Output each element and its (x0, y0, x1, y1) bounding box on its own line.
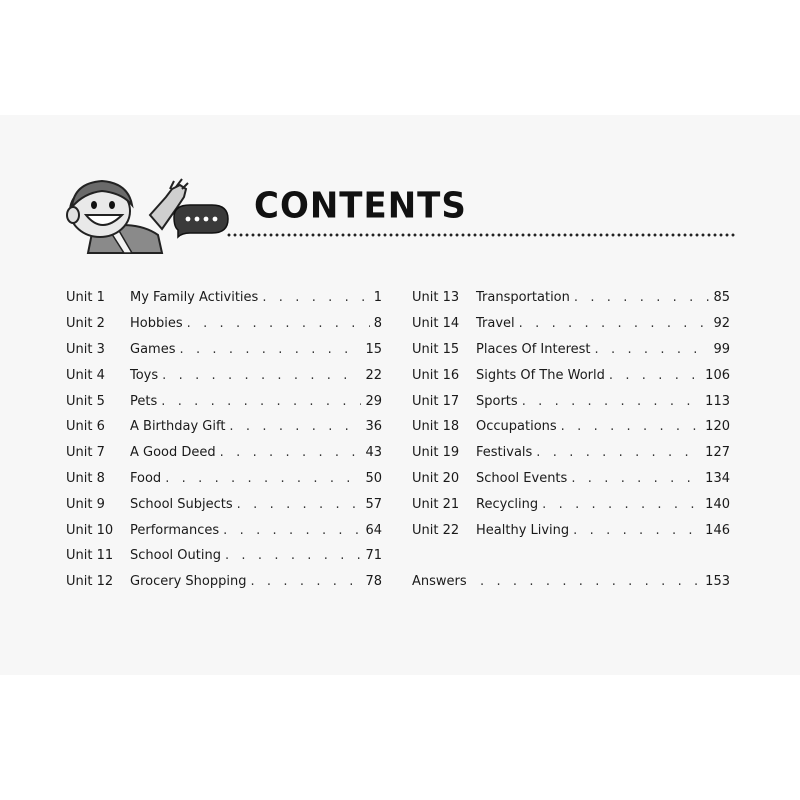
toc-entry (412, 285, 730, 311)
toc-page-number: 8 (373, 316, 382, 332)
toc-page-number: 71 (365, 548, 382, 564)
toc-unit-label: Unit 18 (412, 419, 460, 435)
toc-unit-label: Unit 1 (66, 290, 105, 306)
toc-entry (412, 337, 730, 363)
toc-entry (66, 440, 382, 466)
toc-entry (412, 311, 730, 337)
toc-dot-leader (536, 445, 701, 460)
toc-title: Toys (130, 367, 159, 383)
toc-right-column (412, 285, 730, 595)
toc-dot-leader (542, 497, 701, 512)
toc-page-number: 22 (365, 367, 382, 383)
toc-entry (66, 337, 382, 363)
toc-unit-label: Unit 12 (66, 574, 114, 590)
toc-page-number: 127 (705, 445, 730, 461)
toc-unit-label: Unit 4 (66, 367, 105, 383)
toc-title: Travel (476, 316, 515, 332)
toc-title: Hobbies (130, 316, 183, 332)
toc-entry (66, 466, 382, 492)
toc-page-number: 146 (705, 522, 730, 538)
toc-title: Grocery Shopping (130, 574, 247, 590)
toc-page-number: 43 (365, 445, 382, 461)
toc-unit-label: Unit 7 (66, 445, 105, 461)
toc-title: School Outing (130, 548, 221, 564)
toc-entry (66, 543, 382, 569)
toc-unit-label: Unit 21 (412, 496, 460, 512)
toc-dot-leader (519, 316, 710, 331)
toc-unit-label: Unit 11 (66, 548, 114, 564)
toc-answers-label: Answers (412, 574, 467, 590)
toc-page-number: 78 (365, 574, 382, 590)
toc-page-number: 153 (705, 574, 730, 590)
page-title: CONTENTS (254, 185, 467, 227)
toc-entry (412, 388, 730, 414)
toc-title: Food (130, 470, 162, 486)
toc-unit-label: Unit 13 (412, 290, 460, 306)
toc-entry (412, 440, 730, 466)
toc-answers-entry (412, 569, 730, 595)
toc-title: Festivals (476, 445, 533, 461)
toc-title: Healthy Living (476, 522, 570, 538)
toc-left-column (66, 285, 382, 595)
toc-title: A Birthday Gift (130, 419, 226, 435)
toc-title: A Good Deed (130, 445, 216, 461)
toc-title: Sports (476, 393, 518, 409)
toc-page-number: 64 (365, 522, 382, 538)
toc-title: Recycling (476, 496, 539, 512)
toc-unit-label: Unit 17 (412, 393, 460, 409)
toc-title: Places Of Interest (476, 341, 591, 357)
toc-spacer (412, 543, 730, 569)
toc-page-number: 15 (365, 341, 382, 357)
toc-dot-leader (571, 471, 701, 486)
toc-dot-leader (162, 368, 361, 383)
toc-unit-label: Unit 3 (66, 341, 105, 357)
toc-title: Sights Of The World (476, 367, 605, 383)
toc-page-number: 106 (705, 367, 730, 383)
toc-page-number: 29 (365, 393, 382, 409)
toc-dot-leader (220, 445, 362, 460)
toc-unit-label: Unit 16 (412, 367, 460, 383)
toc-unit-label: Unit 6 (66, 419, 105, 435)
toc-unit-label: Unit 20 (412, 470, 460, 486)
toc-entry (66, 388, 382, 414)
toc-dot-leader (573, 523, 701, 538)
toc-dot-leader (522, 394, 701, 409)
toc-dot-leader (237, 497, 362, 512)
toc-unit-label: Unit 22 (412, 522, 460, 538)
toc-dot-leader (179, 342, 361, 357)
toc-title: Transportation (476, 290, 570, 306)
toc-title: Occupations (476, 419, 557, 435)
toc-entry (66, 362, 382, 388)
toc-entry (412, 491, 730, 517)
toc-dot-leader (262, 290, 369, 305)
toc-page-number: 99 (713, 341, 730, 357)
toc-entry (412, 362, 730, 388)
toc-unit-label: Unit 15 (412, 341, 460, 357)
toc-entry (66, 311, 382, 337)
toc-dot-leader (223, 523, 361, 538)
toc-title: Pets (130, 393, 158, 409)
toc-entry (66, 285, 382, 311)
toc-unit-label: Unit 2 (66, 316, 105, 332)
toc-dot-leader (595, 342, 710, 357)
title-dotted-divider (226, 233, 736, 237)
toc-unit-label: Unit 19 (412, 445, 460, 461)
toc-dot-leader (250, 574, 361, 589)
toc-entry (66, 491, 382, 517)
toc-unit-label: Unit 5 (66, 393, 105, 409)
toc-unit-label: Unit 10 (66, 522, 114, 538)
toc-entry (66, 414, 382, 440)
toc-page-number: 36 (365, 419, 382, 435)
toc-dot-leader (225, 548, 361, 563)
toc-page-number: 140 (705, 496, 730, 512)
toc-dot-leader (187, 316, 370, 331)
cartoon-boy-waving-icon (62, 175, 232, 255)
toc-unit-label: Unit 14 (412, 316, 460, 332)
toc-title: My Family Activities (130, 290, 259, 306)
toc-page-number: 120 (705, 419, 730, 435)
toc-page-number: 113 (705, 393, 730, 409)
toc-dot-leader (561, 419, 702, 434)
toc-dot-leader (161, 394, 361, 409)
toc-dot-leader (165, 471, 361, 486)
toc-title: Games (130, 341, 176, 357)
toc-title: Performances (130, 522, 220, 538)
toc-entry (66, 569, 382, 595)
toc-unit-label: Unit 9 (66, 496, 105, 512)
toc-page-number: 85 (713, 290, 730, 306)
toc-title: School Subjects (130, 496, 233, 512)
toc-page-number: 134 (705, 470, 730, 486)
toc-dot-leader (574, 290, 710, 305)
toc-entry (412, 466, 730, 492)
toc-page-number: 92 (713, 316, 730, 332)
toc-entry (412, 517, 730, 543)
toc-entry (66, 517, 382, 543)
toc-dot-leader (609, 368, 701, 383)
toc-page-number: 57 (365, 496, 382, 512)
toc-entry (412, 414, 730, 440)
toc-page-number: 1 (373, 290, 382, 306)
toc-dot-leader (229, 419, 361, 434)
toc-unit-label: Unit 8 (66, 470, 105, 486)
toc-title: School Events (476, 470, 568, 486)
toc-page-number: 50 (365, 470, 382, 486)
toc-dot-leader (480, 574, 701, 589)
